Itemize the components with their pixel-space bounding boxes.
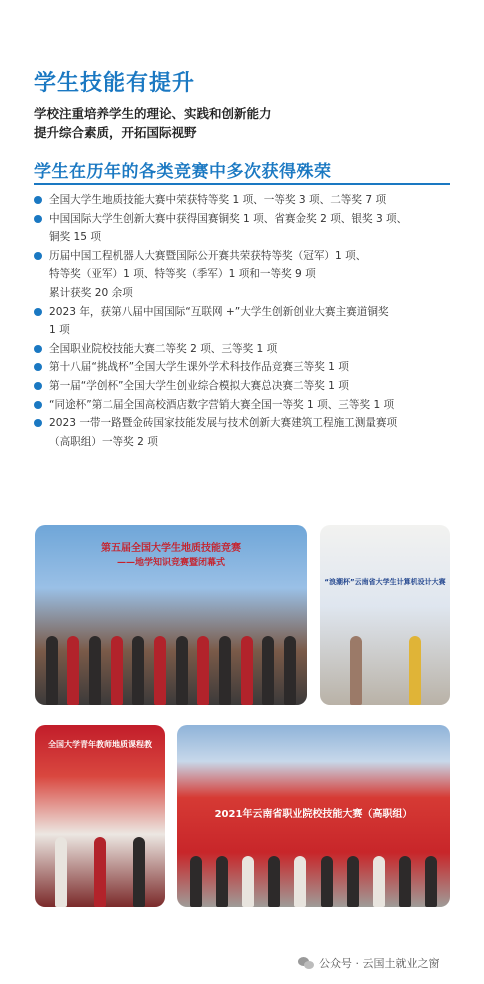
footer-watermark xyxy=(298,955,440,971)
photo-banner-text: 第五届全国大学生地质技能竞赛 xyxy=(101,543,241,554)
bullet-icon xyxy=(34,252,42,260)
page-title: 学生技能有提升 xyxy=(34,71,196,96)
photo-geology-competition xyxy=(35,525,307,705)
award-item xyxy=(34,340,454,359)
award-line: 1 项 xyxy=(49,324,70,337)
award-item xyxy=(34,377,454,396)
photo-banner-text: 2021年云南省职业院校技能大赛（高职组） xyxy=(214,809,413,820)
award-item xyxy=(34,414,454,451)
award-line: 中国国际大学生创新大赛中获得国赛铜奖 1 项、省赛金奖 2 项、银奖 3 项、 xyxy=(49,212,408,225)
group-figures xyxy=(35,606,307,705)
wechat-icon xyxy=(298,957,314,970)
bullet-icon xyxy=(34,382,42,390)
awards-list xyxy=(34,191,454,451)
photo-teacher-competition xyxy=(35,725,165,907)
award-line: 全国大学生地质技能大赛中荣获特等奖 1 项、一等奖 3 项、二等奖 7 项 xyxy=(49,194,387,206)
intro-line: 学校注重培养学生的理论、实践和创新能力 xyxy=(34,106,272,121)
bullet-icon xyxy=(34,401,42,409)
intro-text xyxy=(34,104,272,142)
group-figures xyxy=(35,807,165,907)
award-item xyxy=(34,396,454,415)
award-line: 2023 一带一路暨金砖国家技能发展与技术创新大赛建筑工程施工测量赛项 xyxy=(49,417,398,430)
section-divider xyxy=(34,183,450,185)
award-item xyxy=(34,303,454,340)
bullet-icon xyxy=(34,363,42,371)
bullet-icon xyxy=(34,345,42,353)
award-line: 铜奖 15 项 xyxy=(49,231,101,244)
footer-text: 公众号 · 云国土就业之窗 xyxy=(319,957,440,970)
group-figures xyxy=(177,834,450,907)
award-line: “同途杯”第二届全国高校酒店数字营销大赛全国一等奖 1 项、三等奖 1 项 xyxy=(49,398,395,411)
bullet-icon xyxy=(34,196,42,204)
bullet-icon xyxy=(34,419,42,427)
photo-computer-design-award xyxy=(320,525,450,705)
award-line: 累计获奖 20 余项 xyxy=(49,286,133,299)
bullet-icon xyxy=(34,215,42,223)
award-line: （高职组）一等奖 2 项 xyxy=(49,435,158,448)
intro-line: 提升综合素质，开拓国际视野 xyxy=(34,125,197,140)
section-subtitle: 学生在历年的各类竞赛中多次获得殊荣 xyxy=(34,162,332,182)
award-item xyxy=(34,358,454,377)
award-line: 历届中国工程机器人大赛暨国际公开赛共荣获特等奖（冠军）1 项、 xyxy=(49,249,367,262)
award-line: 第一届“学创杯”全国大学生创业综合模拟大赛总决赛二等奖 1 项 xyxy=(49,379,349,392)
group-figures xyxy=(320,606,450,705)
photo-banner-text: 全国大学青年教师地质课程教 xyxy=(48,740,152,749)
award-line: 特等奖（亚军）1 项、特等奖（季军）1 项和一等奖 9 项 xyxy=(49,268,316,281)
bullet-icon xyxy=(34,308,42,316)
photo-banner-text: “浪潮杯”云南省大学生计算机设计大赛 xyxy=(324,578,446,586)
award-item xyxy=(34,247,454,303)
award-line: 第十八届“挑战杯”全国大学生课外学术科技作品竞赛三等奖 1 项 xyxy=(49,361,349,374)
award-line: 2023 年，获第八届中国国际“互联网 +”大学生创新创业大赛主赛道铜奖 xyxy=(49,305,389,318)
photo-banner-subtext: ——地学知识竞赛暨闭幕式 xyxy=(116,558,225,568)
award-line: 全国职业院校技能大赛二等奖 2 项、三等奖 1 项 xyxy=(49,342,278,355)
award-item xyxy=(34,210,454,247)
award-item xyxy=(34,191,454,210)
photo-vocational-skills xyxy=(177,725,450,907)
